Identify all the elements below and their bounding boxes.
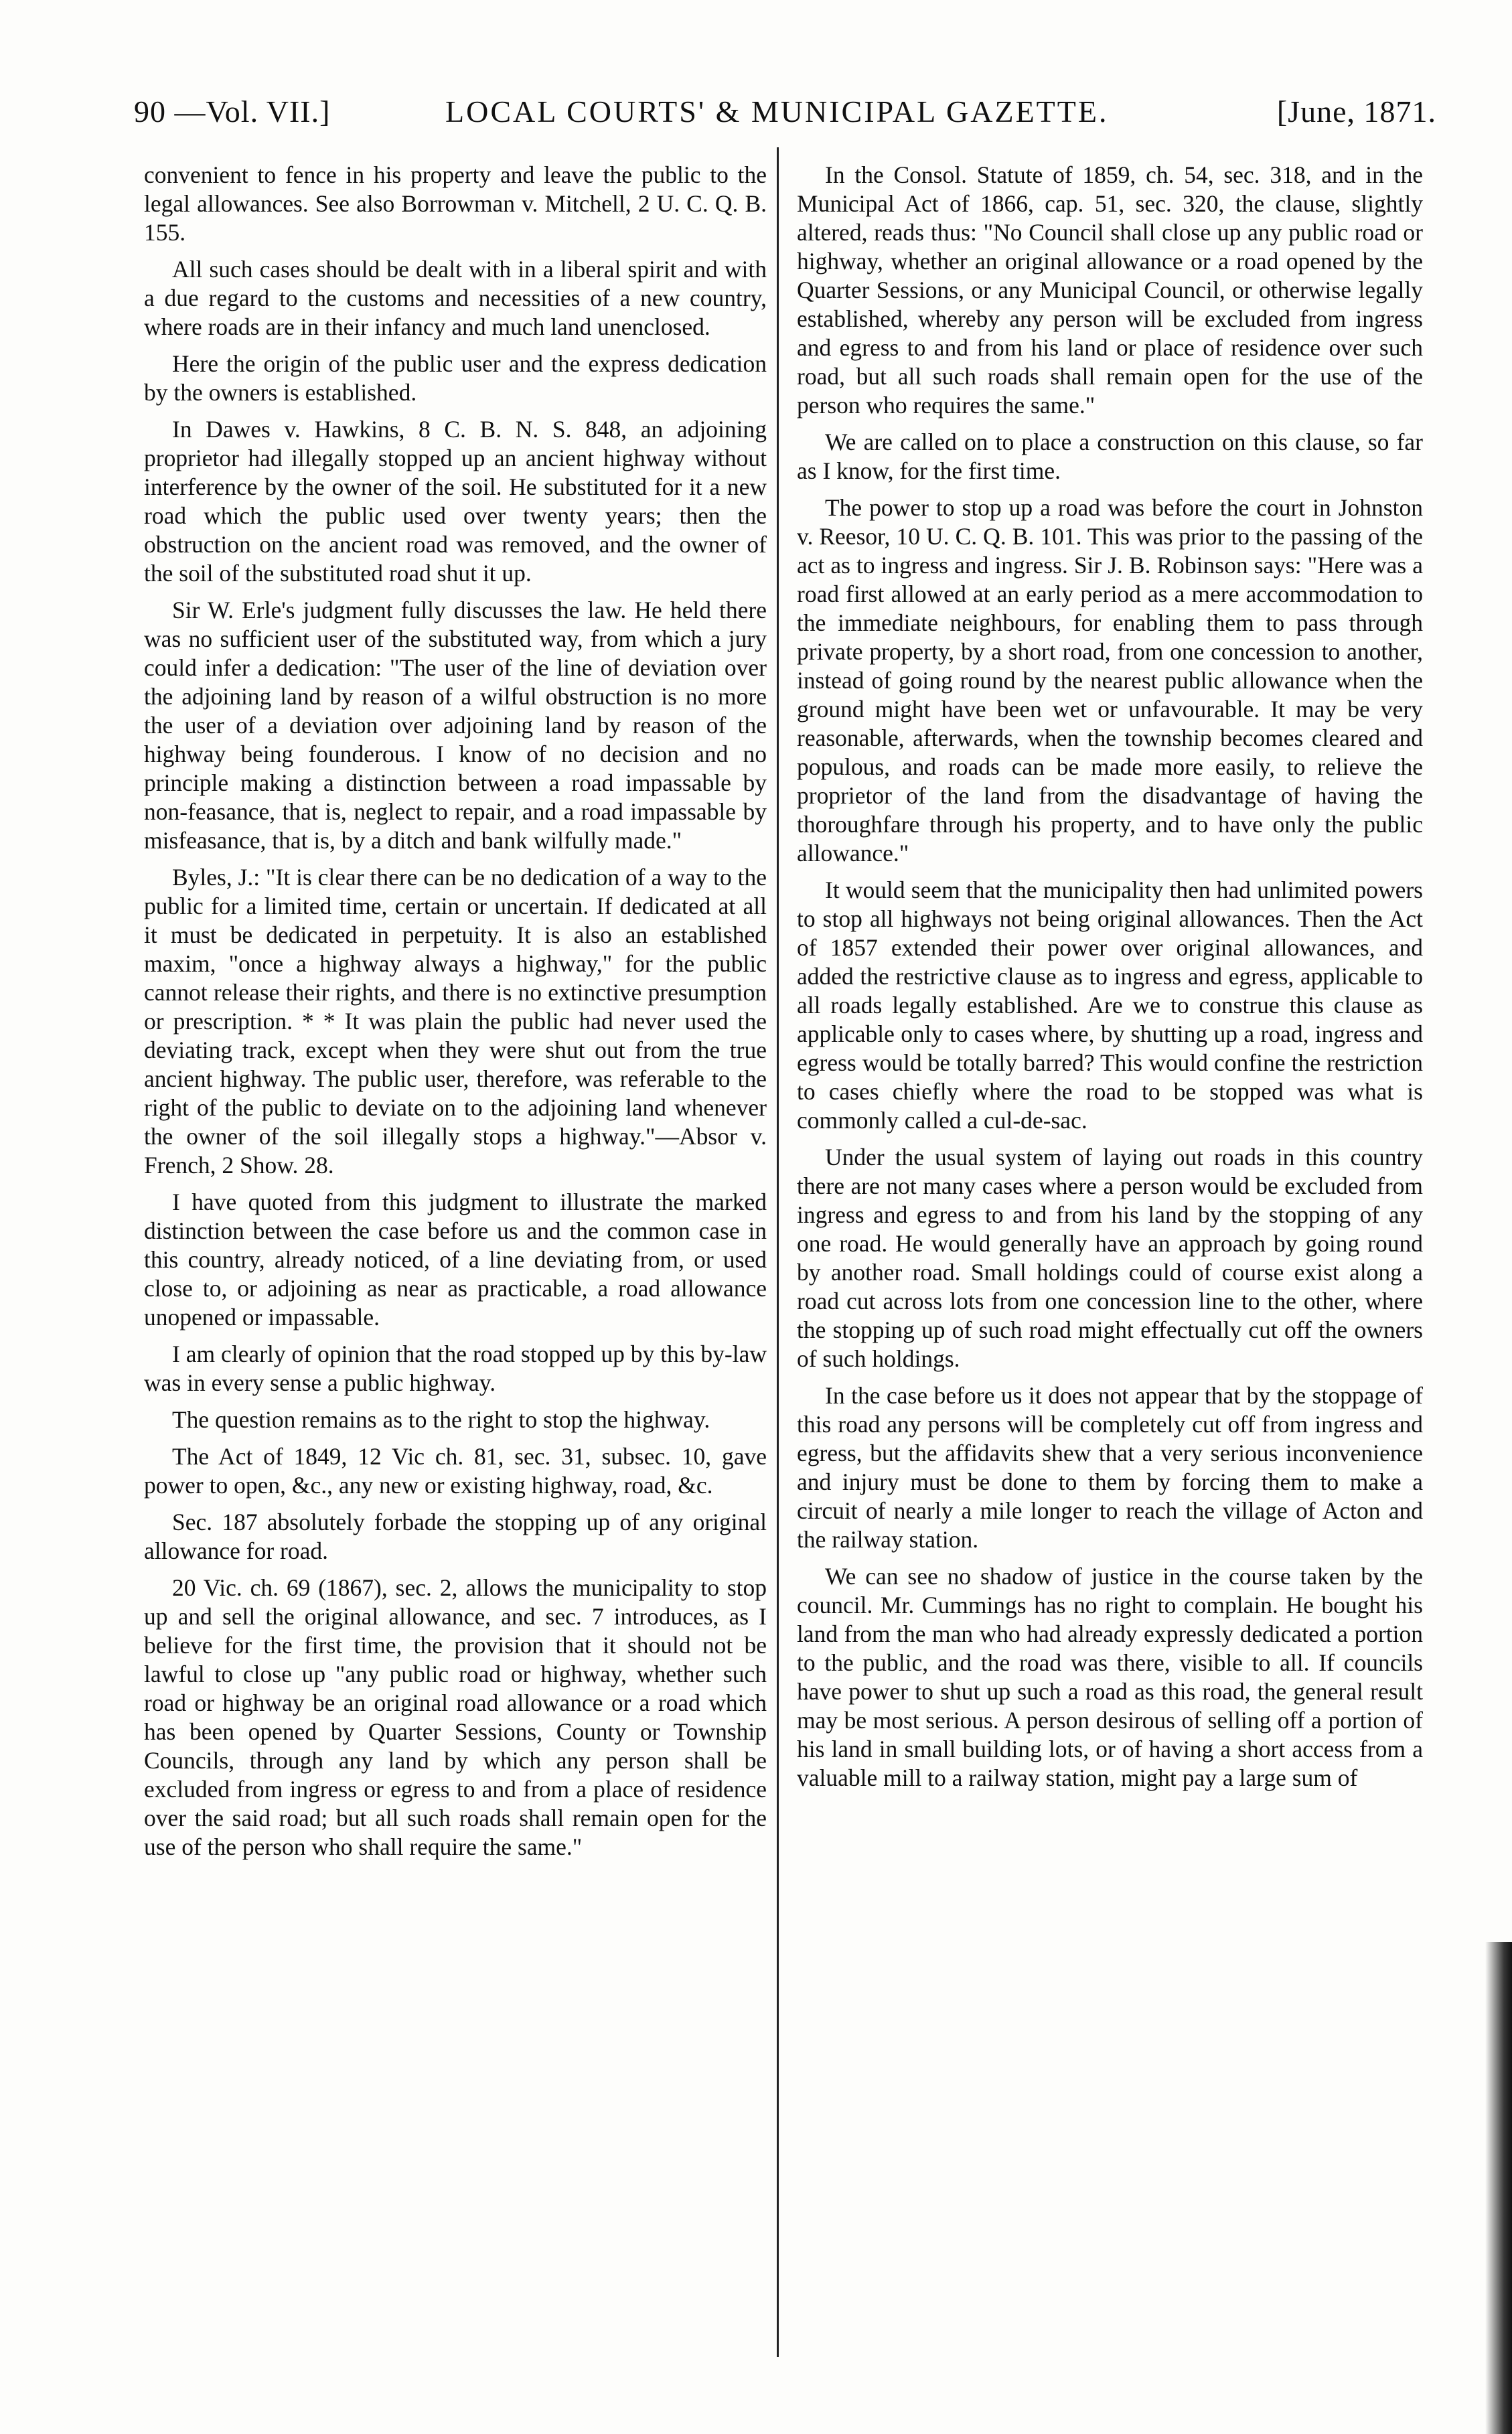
publication-title: LOCAL COURTS' & MUNICIPAL GAZETTE. [445, 94, 1109, 129]
paragraph: In the case before us it does not appear that by the stoppage of this road any persons will be completely cut off from ingress and egress, but the affidavits shew that a very serious inconvenience and injury must be done to them by forcing them to make a circuit of nearly a mile longer to reach the village of Acton and the railway station. [797, 1382, 1423, 1553]
paragraph: Here the origin of the public user and the express dedication by the owners is established. [144, 350, 767, 406]
page-header [134, 80, 1436, 141]
paragraph: Sir W. Erle's judgment fully discusses the law. He held there was no sufficient user of the substituted way, from which a jury could infer a dedication: "The user of the line of deviation over the adjoining land by reason of a wilful obstruction is no more the user of a deviation over adjoining land by reason of the highway being founderous. I know of no decision and no principle making a distinction between a road impassable by non-feasance, that is, neglect to repair, and a road impassable by misfeasance, that is, by a ditch and bank wilfully made." [144, 597, 767, 854]
column-divider [777, 147, 779, 2357]
right-column [797, 161, 1423, 2370]
paragraph: Under the usual system of laying out roads in this country there are not many cases where a person would be excluded from ingress and egress to and from his land by the stopping of any one road. He would generally have an approach by going round by another road. Small holdings could of course exist along a road cut across lots from one concession line to the other, where the stopping up of such road might effectually cut off the owners of such holdings. [797, 1144, 1423, 1372]
paragraph: In Dawes v. Hawkins, 8 C. B. N. S. 848, an adjoining proprietor had illegally stopped up an ancient highway without interference by the owner of the soil. He substituted for it a new road which the public used over twenty years; then the obstruction on the ancient road was removed, and the owner of the soil of the substituted road shut it up. [144, 416, 767, 587]
paragraph: Sec. 187 absolutely forbade the stopping up of any original allowance for road. [144, 1509, 767, 1564]
paragraph: The question remains as to the right to stop the highway. [172, 1406, 710, 1433]
paragraph: I have quoted from this judgment to illustrate the marked distinction between the case before us and the common case in this country, already noticed, of a line deviating from, or used close to, or adjoining as near as practicable, a road allowance unopened or impassable. [144, 1189, 767, 1330]
paragraph: We are called on to place a construction on this clause, so far as I know, for the first time. [797, 429, 1423, 484]
paragraph: It would seem that the municipality then had unlimited powers to stop all highways not being original allowances. Then the Act of 1857 extended their power over original allowances, and added the restrictive clause as to ingress and egress, applicable to all roads legally established. Are we to construe this clause as applicable only to cases where, by shutting up a road, ingress and egress would be totally barred? This would confine the restriction to cases chiefly where the road to be stopped was what is commonly called a cul-de-sac. [797, 877, 1423, 1134]
paragraph: 20 Vic. ch. 69 (1867), sec. 2, allows the municipality to stop up and sell the original allowance, and sec. 7 introduces, as I believe for the first time, the provision that it should not be lawful to close up "any public road or highway, whether such road or highway be an original road allowance or a road which has been opened by Quarter Sessions, County or Township Councils, through any land by which any person shall be excluded from ingress or egress to and from a place of residence over the said road; but all such roads shall remain open for the use of the person who shall require the same." [144, 1574, 767, 1860]
paragraph: The power to stop up a road was before the court in Johnston v. Reesor, 10 U. C. Q. B. 101. This was prior to the passing of the act as to ingress and ingress. Sir J. B. Robinson says: "Here was a road first allowed at an early period as a mere accommodation to the immediate neighbours, for enabling them to pass through private property, by a short road, from one concession to another, instead of going round by the nearest public allowance when the ground might have been wet or unfavourable. It may be very reasonable, afterwards, when the township becomes cleared and populous, and roads can be made more easily, to relieve the proprietor of the land from the disadvantage of having the thoroughfare through his property, and to have only the public allowance." [797, 494, 1423, 866]
paragraph: We can see no shadow of justice in the course taken by the council. Mr. Cummings has no right to complain. He bought his land from the man who had already expressly dedicated a portion to the public, and the road was there, visible to all. If councils have power to shut up such a road as this road, the general result may be most serious. A person desirous of selling off a portion of his land in small building lots, or of having a short access from a valuable mill to a railway station, might pay a large sum of [797, 1563, 1423, 1791]
binding-edge-shadow [1485, 1942, 1512, 2434]
paragraph: convenient to fence in his property and leave the public to the legal allowances. See also Borrowman v. Mitchell, 2 U. C. Q. B. 155. [144, 161, 767, 246]
paragraph: All such cases should be dealt with in a liberal spirit and with a due regard to the customs and necessities of a new country, where roads are in their infancy and much land unenclosed. [144, 256, 767, 340]
paragraph: The Act of 1849, 12 Vic ch. 81, sec. 31, subsec. 10, gave power to open, &c., any new or existing highway, road, &c. [144, 1443, 767, 1499]
page-number-volume: 90 —Vol. VII.] [134, 94, 331, 129]
issue-date: [June, 1871. [1276, 94, 1436, 129]
paragraph: I am clearly of opinion that the road stopped up by this by-law was in every sense a public highway. [144, 1341, 767, 1396]
left-column [144, 161, 767, 2370]
paragraph: In the Consol. Statute of 1859, ch. 54, sec. 318, and in the Municipal Act of 1866, cap. 51, sec. 320, the clause, slightly altered, reads thus: "No Council shall close up any public road or highway, whether an original allowance or a road opened by the Quarter Sessions, or any Municipal Council, or otherwise legally established, whereby any person will be excluded from ingress and egress to and from his land or place of residence over such road, but all such roads shall remain open for the use of the person who requires the same." [797, 161, 1423, 419]
paragraph: Byles, J.: "It is clear there can be no dedication of a way to the public for a limited time, certain or uncertain. If dedicated at all it must be dedicated in perpetuity. It is also an established maxim, "once a highway always a highway," for the public cannot release their rights, and there is no extinctive presumption or prescription. * * It was plain the public had never used the deviating track, except when they were shut out from the true ancient highway. The public user, therefore, was referable to the right of the public to deviate on to the adjoining land whenever the owner of the soil illegally stops a highway."—Absor v. French, 2 Show. 28. [144, 864, 767, 1178]
